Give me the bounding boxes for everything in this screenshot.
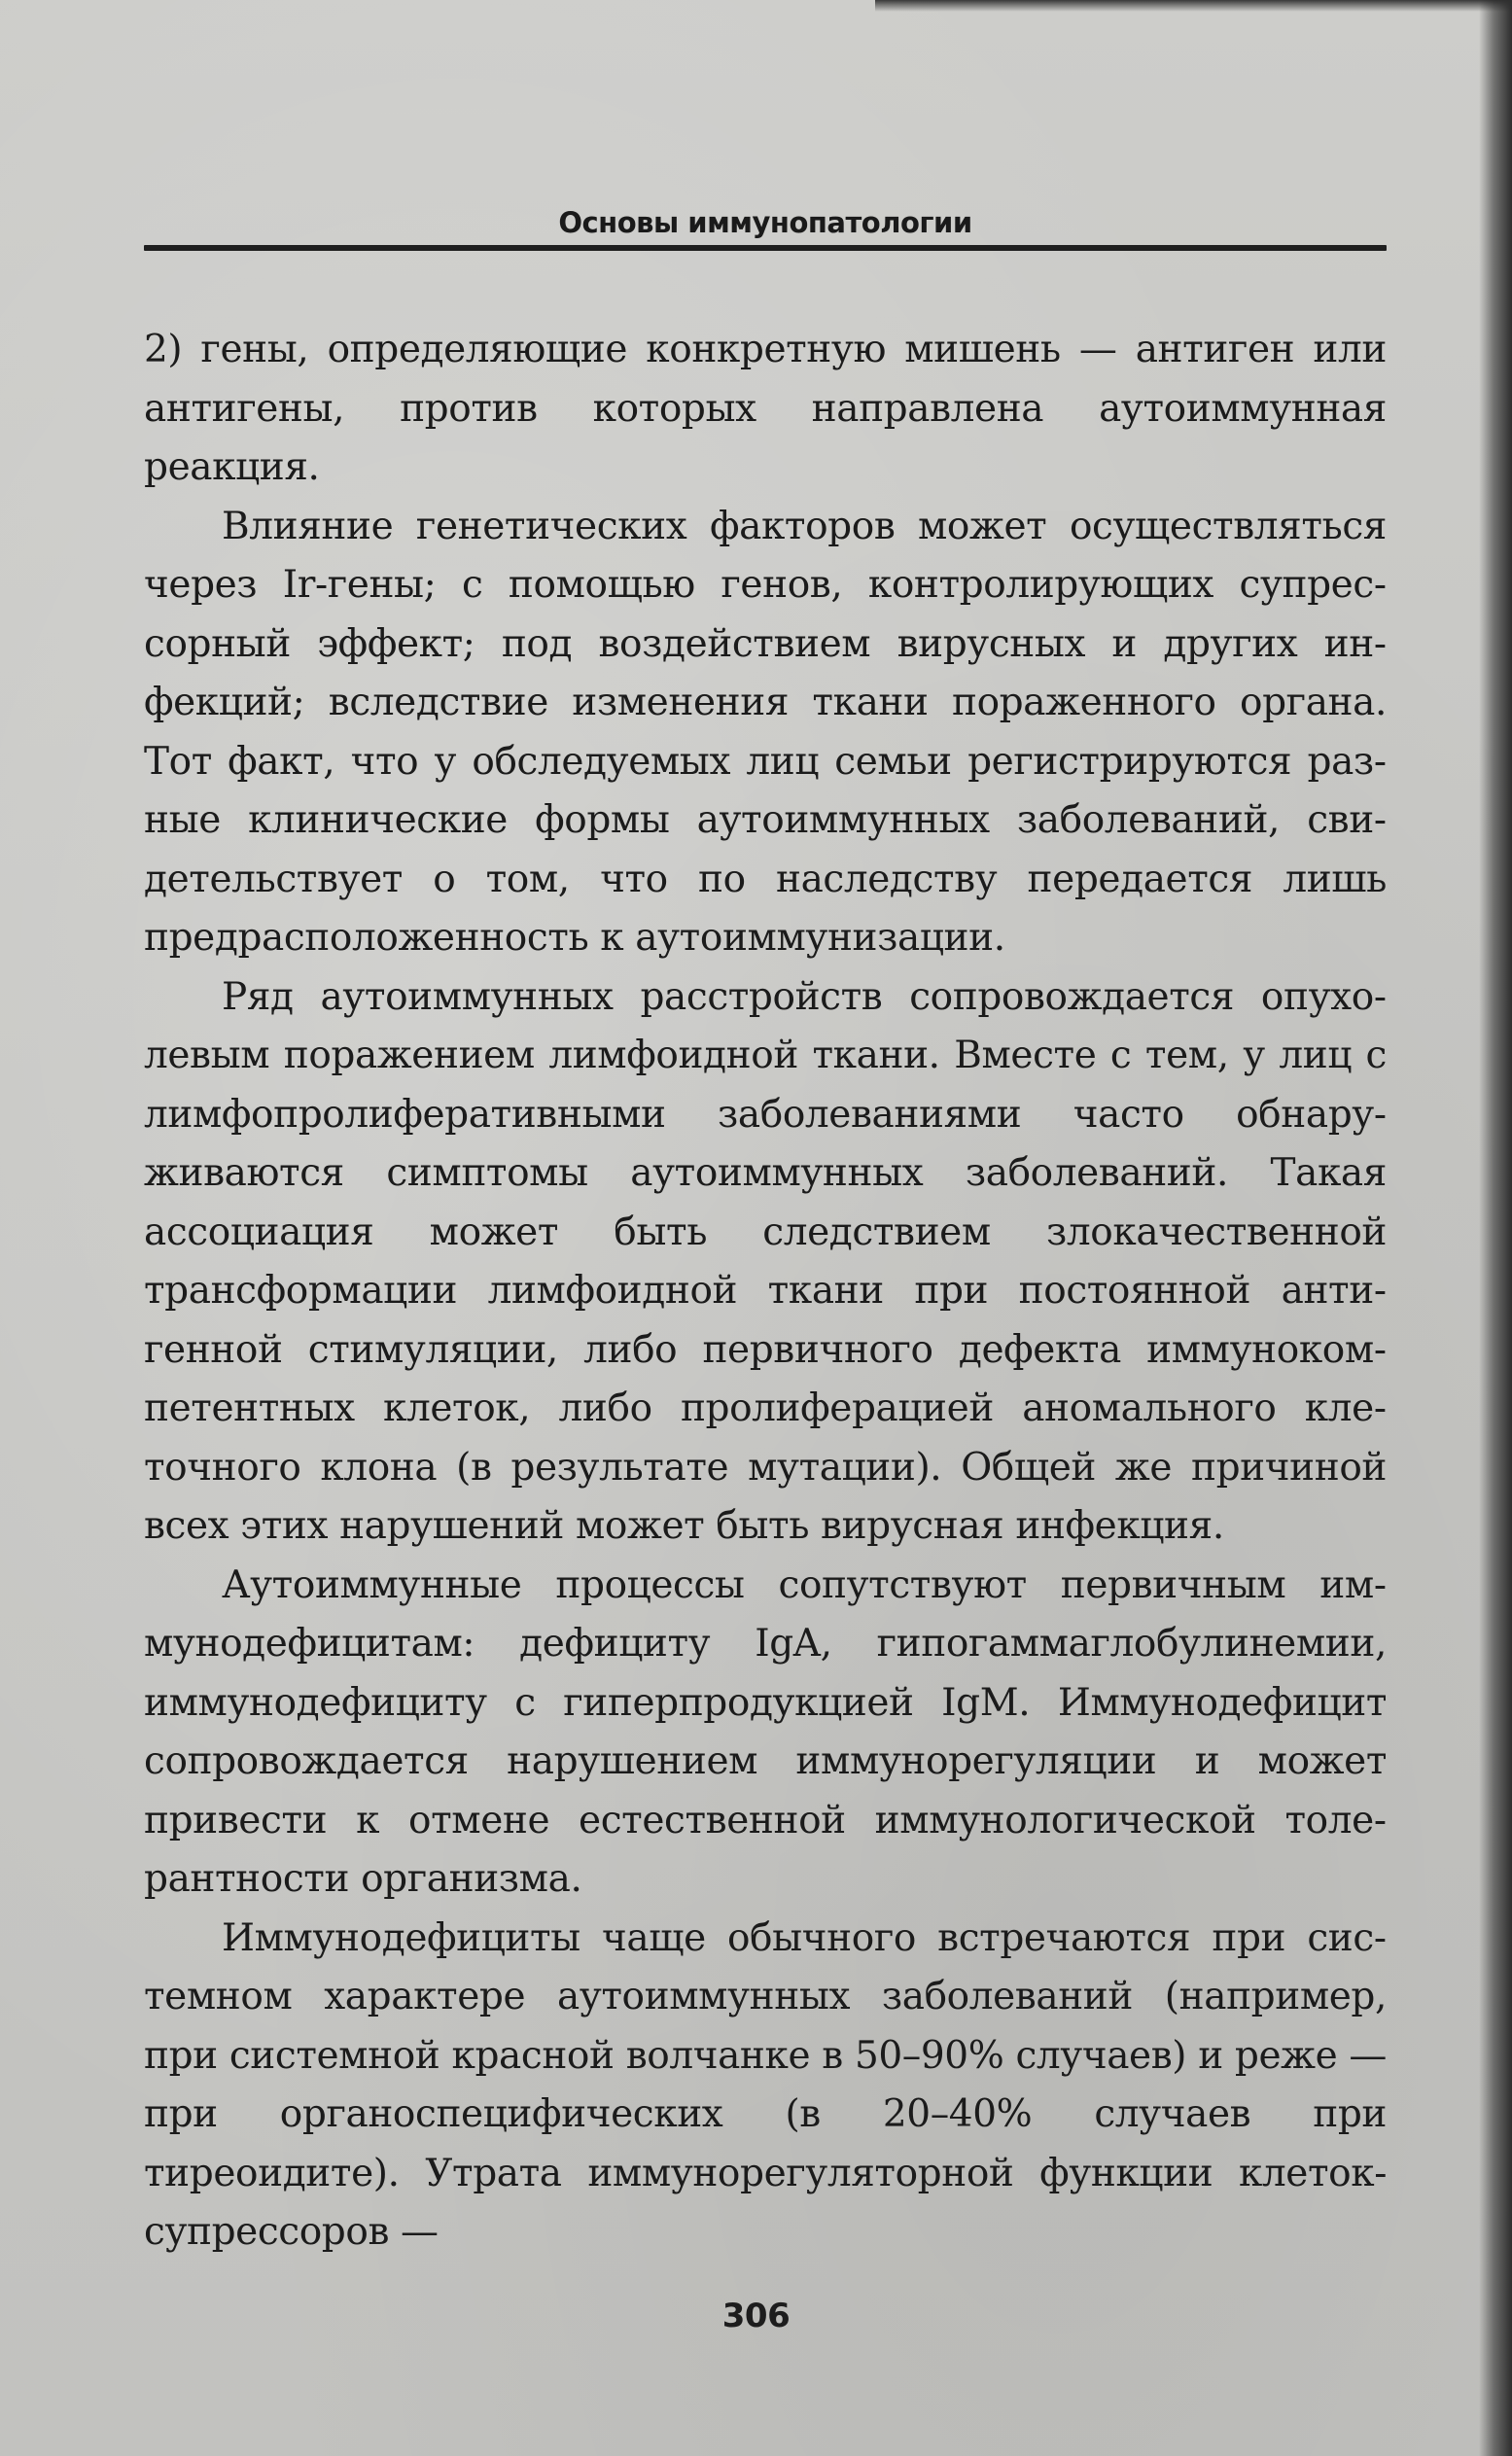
running-header (144, 206, 1387, 251)
paragraph-3: Ряд аутоиммунных расстройств сопровождается опухолевым поражением лимфоидной ткани. Вместе с тем, у лиц с лимфопролиферативными заболеваниями часто обнаруживаются симптомы аутоиммунных заболеваний. Такая ассоциация может быть следствием злокачественной трансформации лимфоидной ткани при постоянной антигенной стимуляции, либо первичного дефекта иммунокомпетентных клеток, либо пролиферацией аномального клеточного клона (в результате мутации). Общей же причиной всех этих нарушений может быть вирусная инфекция. (144, 974, 1387, 1548)
body-text (144, 321, 1387, 2263)
running-title: Основы иммунопатологии (558, 206, 972, 239)
paragraph-5: Иммунодефициты чаще обычного встречаются при системном характере аутоиммунных заболеваний (например, при системной красной волчанке в 50–90% случаев) и реже — при органоспецифических (в 20–40% случаев при тиреоидите). Утрата иммунорегуляторной функции клеток-супрессоров — (144, 1915, 1387, 2254)
header-rule (144, 245, 1387, 251)
paragraph-2: Влияние генетических факторов может осуществляться через Ir-гены; с помощью генов, контролирующих супрессорный эффект; под воздействием вирусных и других инфекций; вследствие изменения ткани пораженного органа. Тот факт, что у обследуемых лиц семьи регистрируются разные клинические формы аутоиммунных заболеваний, свидетельствует о том, что по наследству передается лишь предрасположенность к аутоиммунизации. (144, 504, 1387, 960)
page-number: 306 (721, 2297, 791, 2335)
scan-shadow-right (1479, 0, 1512, 2456)
scan-shadow-top (875, 0, 1512, 12)
paragraph-4: Аутоиммунные процессы сопутствуют первичным иммунодефицитам: дефициту IgA, гипогаммаглобулинемии, иммунодефициту с гиперпродукцией IgM. Иммунодефицит сопровождается нарушением иммунорегуляции и может привести к отмене естественной иммунологической толерантности организма. (144, 1562, 1387, 1901)
paragraph-1: 2) гены, определяющие конкретную мишень — антиген или антигены, против которых направлена аутоиммунная реакция. (144, 328, 1387, 489)
